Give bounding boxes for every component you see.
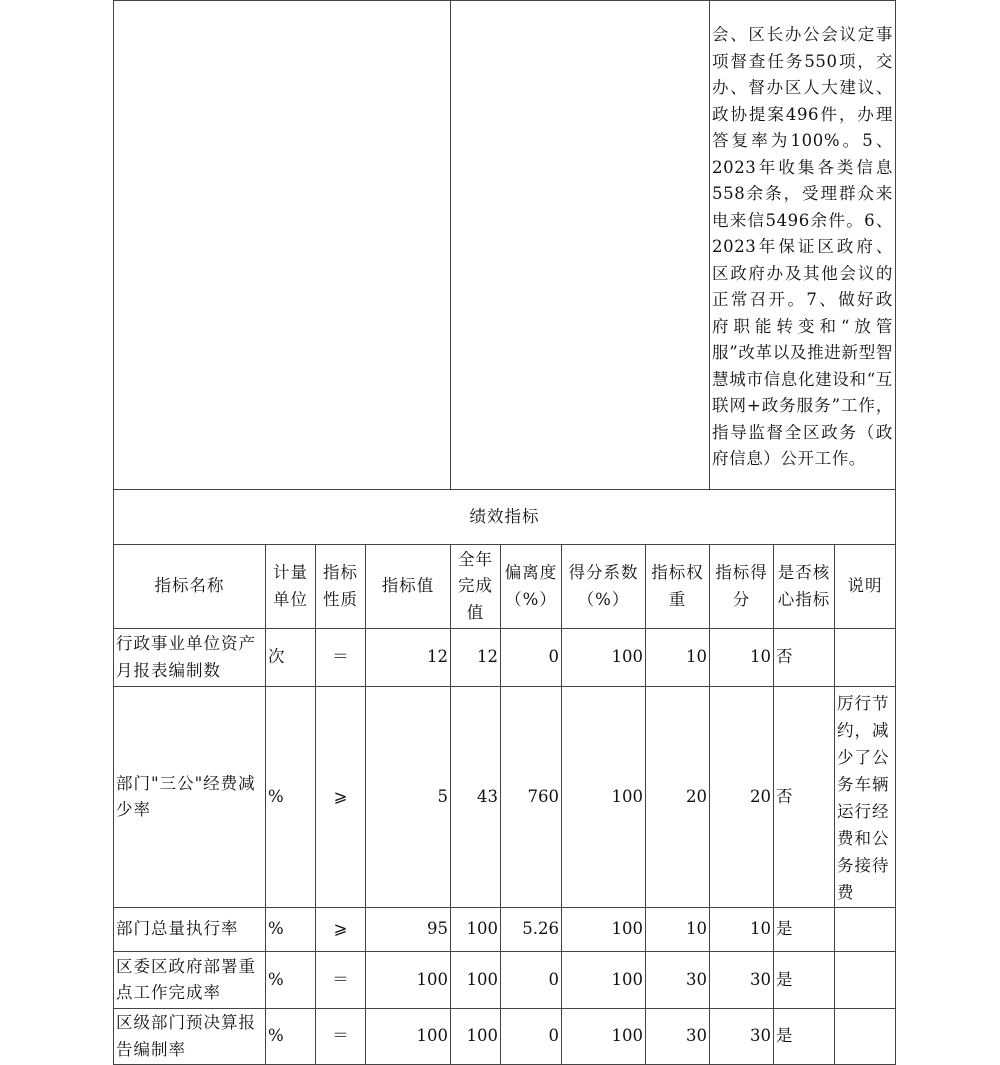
performance-table [113,0,896,1065]
indicator-name: 行政事业单位资产月报表编制数 [114,629,266,687]
table-row [114,687,896,908]
value-cell: 100 [366,952,451,1009]
header-unit: 计量单位 [266,545,316,629]
deviation-cell: 0 [501,952,562,1009]
actual-cell: 100 [451,1009,501,1065]
note-cell: 厉行节约，减少了公务车辆运行经费和公务接待费 [835,687,896,908]
continuation-text: 会、区长办公会议定事项督查任务550项，交办、督办区人大建议、政协提案496件，办理答复率为100%。5、2023年收集各类信息558余条，受理群众来电来信5496余件。6、2023年保证区政府、区政府办及其他会议的正常召开。7、做好政府职能转变和“放管服”改革以及推进新型智慧城市信息化建设和“互联网+政务服务”工作，指导监督全区政务（政府信息）公开工作。 [710,1,896,490]
deviation-cell: 0 [501,629,562,687]
weight-cell: 30 [646,952,710,1009]
note-cell [835,629,896,687]
deviation-cell: 0 [501,1009,562,1065]
header-deviation: 偏离度（%） [501,545,562,629]
note-cell [835,908,896,952]
value-cell: 100 [366,1009,451,1065]
actual-cell: 100 [451,952,501,1009]
core-cell: 是 [774,1009,835,1065]
header-weight: 指标权重 [646,545,710,629]
unit-cell: % [266,1009,316,1065]
core-cell: 否 [774,687,835,908]
weight-cell: 10 [646,629,710,687]
actual-cell: 12 [451,629,501,687]
header-score: 指标得分 [710,545,774,629]
section-title: 绩效指标 [114,490,896,545]
core-cell: 是 [774,952,835,1009]
table-row [114,908,896,952]
unit-cell: 次 [266,629,316,687]
indicator-name: 部门总量执行率 [114,908,266,952]
coef-cell: 100 [562,687,646,908]
value-cell: 95 [366,908,451,952]
nature-cell: ⩾ [316,908,366,952]
actual-cell: 43 [451,687,501,908]
header-coef: 得分系数（%） [562,545,646,629]
indicator-name: 区委区政府部署重点工作完成率 [114,952,266,1009]
note-cell [835,952,896,1009]
deviation-cell: 760 [501,687,562,908]
score-cell: 30 [710,1009,774,1065]
header-name: 指标名称 [114,545,266,629]
header-row [114,545,896,629]
score-cell: 10 [710,908,774,952]
coef-cell: 100 [562,1009,646,1065]
header-nature: 指标性质 [316,545,366,629]
nature-cell: ⩾ [316,687,366,908]
coef-cell: 100 [562,629,646,687]
nature-cell: ＝ [316,952,366,1009]
nature-cell: ＝ [316,629,366,687]
actual-cell: 100 [451,908,501,952]
header-note: 说明 [835,545,896,629]
table-row [114,952,896,1009]
score-cell: 20 [710,687,774,908]
score-cell: 30 [710,952,774,1009]
weight-cell: 10 [646,908,710,952]
continuation-row [114,1,896,490]
weight-cell: 30 [646,1009,710,1065]
header-core: 是否核心指标 [774,545,835,629]
score-cell: 10 [710,629,774,687]
note-cell [835,1009,896,1065]
unit-cell: % [266,952,316,1009]
deviation-cell: 5.26 [501,908,562,952]
unit-cell: % [266,908,316,952]
value-cell: 5 [366,687,451,908]
coef-cell: 100 [562,908,646,952]
empty-cell [114,1,451,490]
header-value: 指标值 [366,545,451,629]
table-row [114,629,896,687]
indicator-name: 区级部门预决算报告编制率 [114,1009,266,1065]
unit-cell: % [266,687,316,908]
indicator-name: 部门"三公"经费减少率 [114,687,266,908]
core-cell: 是 [774,908,835,952]
table-row [114,1009,896,1065]
core-cell: 否 [774,629,835,687]
header-actual: 全年完成值 [451,545,501,629]
empty-cell [451,1,710,490]
coef-cell: 100 [562,952,646,1009]
nature-cell: ＝ [316,1009,366,1065]
value-cell: 12 [366,629,451,687]
weight-cell: 20 [646,687,710,908]
